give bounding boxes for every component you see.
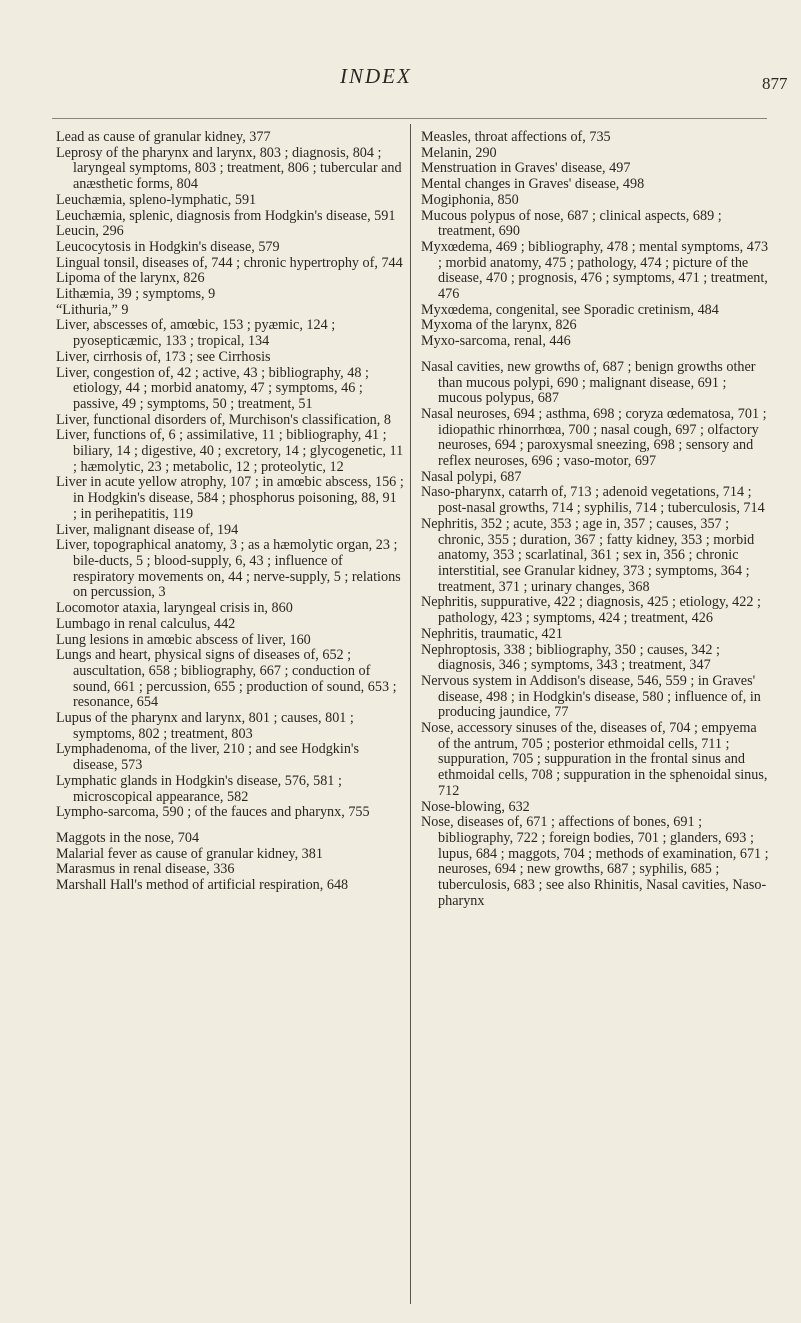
page-number: 877 (762, 74, 788, 93)
index-entry: “Lithuria,” 9 (56, 301, 129, 318)
index-entry: Myxœdema, 469 ; bibliography, 478 ; mental symptoms, 473 ; morbid anatomy, 475 ; pathology, 474 ; picture of the disease, 470 ; prognosis, 476 ; symptoms, 471 ; treatment, 476 (421, 238, 769, 303)
index-entry: Marshall Hall's method of artificial respiration, 648 (56, 877, 349, 894)
index-entry: Lead as cause of granular kidney, 377 (56, 129, 271, 145)
index-entry: Lympho-sarcoma, 590 ; of the fauces and pharynx, 755 (56, 804, 370, 821)
right-column (421, 130, 771, 909)
index-entry: Lumbago in renal calculus, 442 (56, 615, 236, 632)
index-entry: Liver, functions of, 6 ; assimilative, 11 ; bibliography, 41 ; biliary, 14 ; digestive, 40 ; excretory, 14 ; glycogenetic, 11 ; hæmolytic, 23 ; metabolic, 12 ; proteolytic, 12 (56, 427, 404, 475)
index-entry: Lymphadenoma, of the liver, 210 ; and see Hodgkin's disease, 573 (56, 741, 360, 774)
column-divider (410, 124, 411, 1304)
index-entry: Nervous system in Addison's disease, 546, 559 ; in Graves' disease, 498 ; in Hodgkin's disease, 580 ; influence of, in producing jaundice, 77 (421, 672, 761, 721)
index-entry: Liver in acute yellow atrophy, 107 ; in amœbic abscess, 156 ; in Hodgkin's disease, 584 ; phosphorus poisoning, 88, 91 ; in perihepatitis, 119 (56, 474, 404, 522)
index-entry: Naso-pharynx, catarrh of, 713 ; adenoid vegetations, 714 ; post-nasal growths, 714 ; syphilis, 714 ; tuberculosis, 714 (421, 484, 765, 517)
left-column (56, 130, 404, 894)
index-entry: Nasal cavities, new growths of, 687 ; benign growths other than mucous polypi, 690 ; malignant disease, 691 ; mucous polypus, 687 (421, 358, 756, 407)
index-entry: Liver, cirrhosis of, 173 ; see Cirrhosis (56, 348, 271, 365)
index-entry: Nephroptosis, 338 ; bibliography, 350 ; causes, 342 ; diagnosis, 346 ; symptoms, 343 ; treatment, 347 (421, 641, 720, 674)
index-entry: Malarial fever as cause of granular kidney, 381 (56, 845, 323, 862)
index-entry: Liver, topographical anatomy, 3 ; as a hæmolytic organ, 23 ; bile-ducts, 5 ; blood-supply, 6, 43 ; influence of respiratory movements on, 44 ; nerve-supply, 5 ; relations on percussion, 3 (56, 537, 401, 601)
index-entry: Myxœdema, congenital, see Sporadic cretinism, 484 (421, 301, 719, 318)
index-entry: Nasal neuroses, 694 ; asthma, 698 ; coryza œdematosa, 701 ; idiopathic rhinorrhœa, 700 ; nasal cough, 697 ; olfactory neuroses, 694 ; paroxysmal sneezing, 698 ; sensory and reflex neuroses, 696 ; vaso-motor, 697 (421, 405, 767, 470)
index-entry: Locomotor ataxia, laryngeal crisis in, 860 (56, 600, 293, 617)
index-entry: Liver, abscesses of, amœbic, 153 ; pyæmic, 124 ; pyosepticæmic, 133 ; tropical, 134 (56, 317, 336, 350)
index-entry: Measles, throat affections of, 735 (421, 129, 611, 145)
index-entry: Melanin, 290 (421, 144, 497, 161)
index-entry: Leuchæmia, spleno-lymphatic, 591 (56, 191, 257, 208)
index-entry: Liver, functional disorders of, Murchison's classification, 8 (56, 411, 391, 428)
index-entry: Leucocytosis in Hodgkin's disease, 579 (56, 238, 280, 255)
index-entry: Mucous polypus of nose, 687 ; clinical aspects, 689 ; treatment, 690 (421, 207, 722, 240)
header-rule (52, 118, 767, 119)
index-entry: Lupus of the pharynx and larynx, 801 ; causes, 801 ; symptoms, 802 ; treatment, 803 (56, 710, 354, 742)
index-entry: Mogiphonia, 850 (421, 191, 519, 208)
running-title: INDEX (340, 64, 412, 88)
index-entry: Maggots in the nose, 704 (56, 829, 200, 846)
index-entry: Lingual tonsil, diseases of, 744 ; chronic hypertrophy of, 744 (56, 254, 403, 271)
index-entry: Marasmus in renal disease, 336 (56, 861, 235, 878)
page-header (0, 64, 801, 100)
index-entry: Nephritis, suppurative, 422 ; diagnosis, 425 ; etiology, 422 ; pathology, 423 ; symptoms, 424 ; treatment, 426 (421, 594, 761, 627)
index-entry: Mental changes in Graves' disease, 498 (421, 176, 645, 193)
index-entry: Nose, accessory sinuses of the, diseases of, 704 ; empyema of the antrum, 705 ; posterior ethmoidal cells, 711 ; suppuration, 705 ; suppuration in the frontal sinus and ethmoidal cells, 708 ; suppuration in the sphenoidal sinus, 712 (421, 720, 768, 799)
index-entry: Myxo-sarcoma, renal, 446 (421, 333, 571, 350)
index-entry: Nephritis, traumatic, 421 (421, 625, 563, 642)
index-entry: Menstruation in Graves' disease, 497 (421, 160, 631, 177)
index-entry: Lung lesions in amœbic abscess of liver, 160 (56, 631, 311, 648)
index-entry: Nose-blowing, 632 (421, 798, 530, 815)
index-entry: Myxoma of the larynx, 826 (421, 317, 577, 334)
index-entry: Liver, malignant disease of, 194 (56, 521, 239, 538)
index-entry: Lymphatic glands in Hodgkin's disease, 576, 581 ; microscopical appearance, 582 (56, 772, 342, 805)
index-entry: Nasal polypi, 687 (421, 468, 522, 485)
index-entry: Lipoma of the larynx, 826 (56, 270, 205, 287)
index-entry: Lungs and heart, physical signs of diseases of, 652 ; auscultation, 658 ; bibliography, 667 ; conduction of sound, 661 ; percussion, 655 ; production of sound, 653 ; resonance, 654 (56, 647, 397, 711)
index-entry: Leuchæmia, splenic, diagnosis from Hodgkin's disease, 591 (56, 207, 396, 224)
index-entry: Lithæmia, 39 ; symptoms, 9 (56, 286, 216, 303)
index-entry: Leprosy of the pharynx and larynx, 803 ; diagnosis, 804 ; laryngeal symptoms, 803 ; treatment, 806 ; tubercular and anæsthetic forms, 804 (56, 144, 402, 193)
index-entry: Leucin, 296 (56, 223, 124, 240)
index-entry: Liver, congestion of, 42 ; active, 43 ; bibliography, 48 ; etiology, 44 ; morbid anatomy, 47 ; symptoms, 46 ; passive, 49 ; symptoms, 50 ; treatment, 51 (56, 364, 369, 412)
index-entry: Nose, diseases of, 671 ; affections of bones, 691 ; bibliography, 722 ; foreign bodies, 701 ; glanders, 693 ; lupus, 684 ; maggots, 704 ; methods of examination, 671 ; neuroses, 694 ; new growths, 687 ; syphilis, 685 ; tuberculosis, 683 ; see also Rhinitis, Nasal cavities, Naso-pharynx (421, 814, 769, 909)
index-entry: Nephritis, 352 ; acute, 353 ; age in, 357 ; causes, 357 ; chronic, 355 ; duration, 367 ; fatty kidney, 353 ; morbid anatomy, 353 ; scarlatinal, 361 ; sex in, 356 ; chronic interstitial, see Granular kidney, 373 ; symptoms, 364 ; treatment, 371 ; urinary changes, 368 (421, 515, 755, 595)
